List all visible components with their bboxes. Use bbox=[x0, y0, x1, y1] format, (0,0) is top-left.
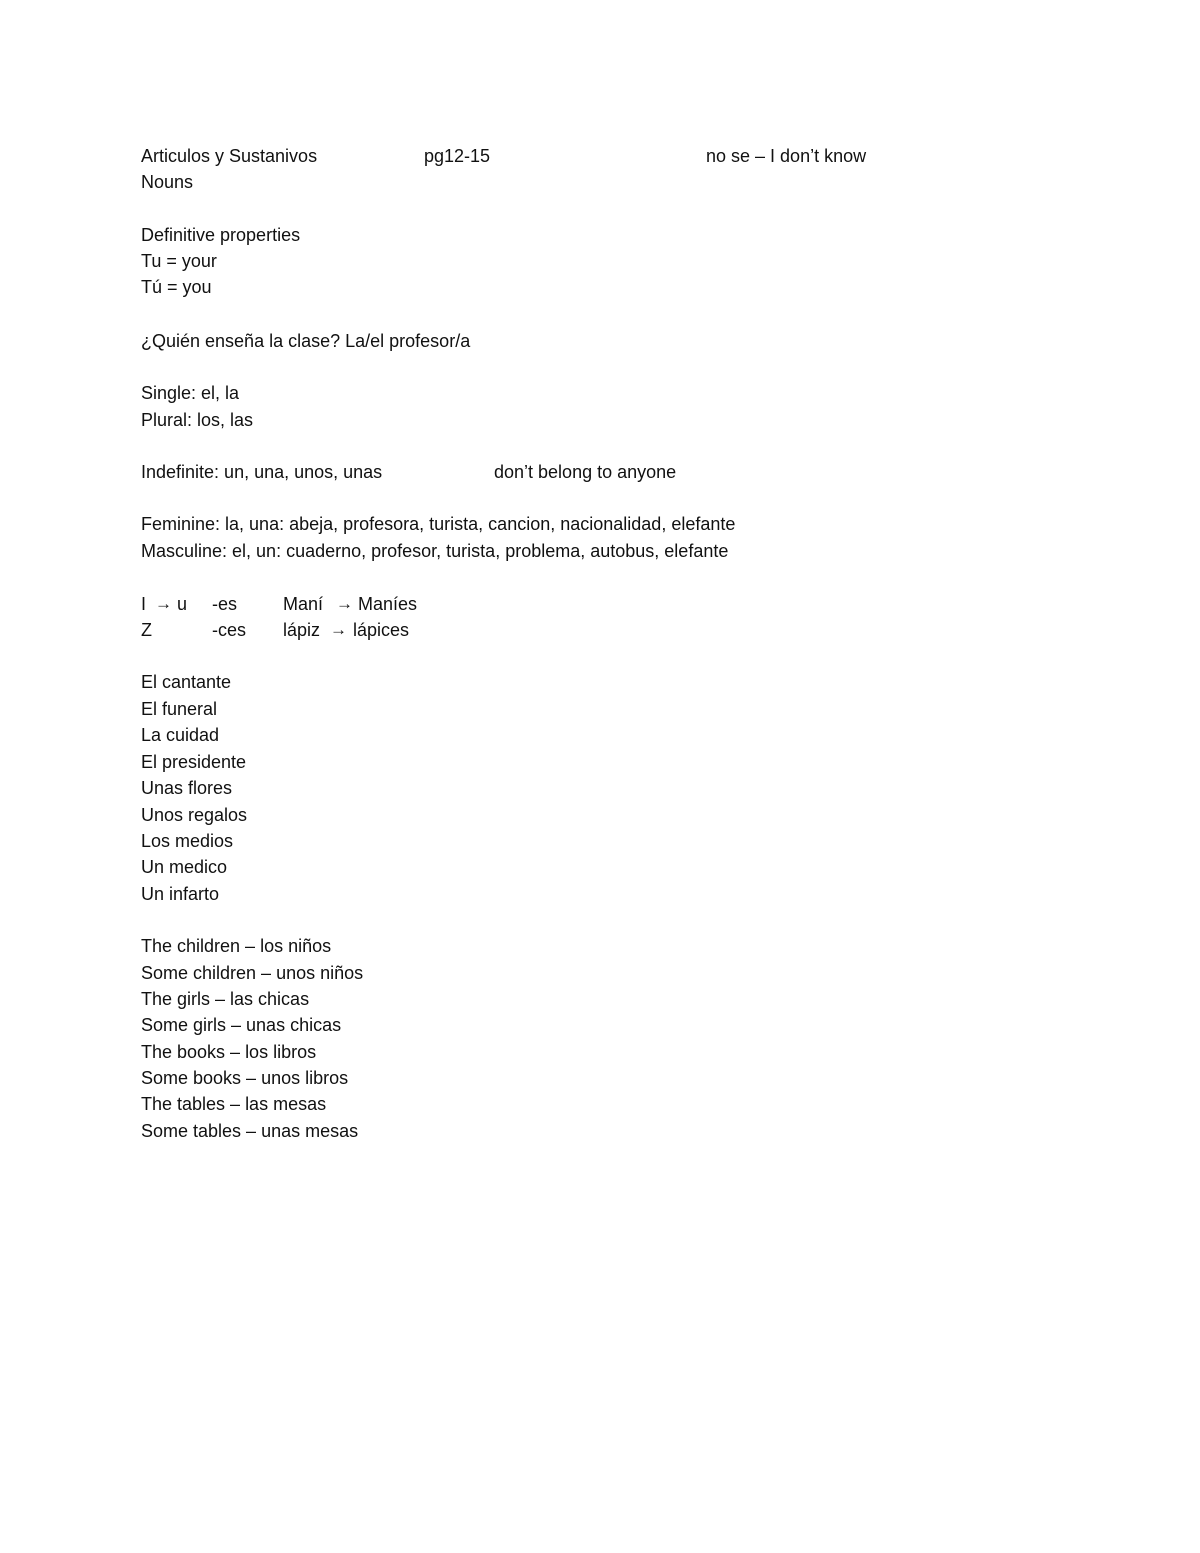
rule-example-from: lápiz bbox=[283, 620, 321, 640]
tu-you-line: Tú = you bbox=[141, 277, 212, 297]
rule-example-to: Maníes bbox=[358, 594, 418, 614]
list-item: El funeral bbox=[141, 699, 218, 719]
indefinite-note: don’t belong to anyone bbox=[494, 462, 677, 482]
list-item: El presidente bbox=[141, 752, 247, 772]
right-arrow-icon: → bbox=[155, 594, 172, 613]
masculine-line: Masculine: el, un: cuaderno, profesor, turista, problema, autobus, elefante bbox=[141, 541, 729, 561]
rule-example-to: lápices bbox=[353, 620, 410, 640]
translation-item: The books – los libros bbox=[141, 1042, 317, 1062]
right-arrow-icon: → bbox=[336, 594, 353, 613]
definitive-heading: Definitive properties bbox=[141, 225, 301, 245]
header-note: no se – I don’t know bbox=[706, 146, 867, 166]
rule-target: u bbox=[177, 594, 188, 614]
nouns-label: Nouns bbox=[141, 172, 194, 192]
plural-articles: Plural: los, las bbox=[141, 410, 254, 430]
translation-item: The girls – las chicas bbox=[141, 989, 310, 1009]
translation-item: Some children – unos niños bbox=[141, 963, 364, 983]
list-item: Unos regalos bbox=[141, 805, 248, 825]
question-line: ¿Quién enseña la clase? La/el profesor/a bbox=[141, 331, 471, 351]
list-item: Un infarto bbox=[141, 884, 220, 904]
list-item: Unas flores bbox=[141, 778, 233, 798]
single-articles: Single: el, la bbox=[141, 383, 240, 403]
list-item: El cantante bbox=[141, 672, 232, 692]
rule-letter: Z bbox=[141, 620, 152, 640]
list-item: Un medico bbox=[141, 857, 228, 877]
indefinite-articles: Indefinite: un, una, unos, unas bbox=[141, 462, 383, 482]
translation-item: Some tables – unas mesas bbox=[141, 1121, 359, 1141]
document-title: Articulos y Sustanivos bbox=[141, 146, 318, 166]
rule-ending: -es bbox=[212, 594, 238, 614]
rule-letter: I bbox=[141, 594, 147, 614]
translation-item: Some books – unos libros bbox=[141, 1068, 349, 1088]
tu-your-line: Tu = your bbox=[141, 251, 217, 271]
translation-item: The tables – las mesas bbox=[141, 1094, 327, 1114]
list-item: La cuidad bbox=[141, 725, 220, 745]
rule-ending: -ces bbox=[212, 620, 247, 640]
translation-item: The children – los niños bbox=[141, 936, 332, 956]
right-arrow-icon: → bbox=[330, 620, 347, 639]
feminine-line: Feminine: la, una: abeja, profesora, turista, cancion, nacionalidad, elefante bbox=[141, 514, 736, 534]
translation-item: Some girls – unas chicas bbox=[141, 1015, 342, 1035]
page-range: pg12-15 bbox=[424, 146, 491, 166]
rule-example-from: Maní bbox=[283, 594, 324, 614]
list-item: Los medios bbox=[141, 831, 234, 851]
